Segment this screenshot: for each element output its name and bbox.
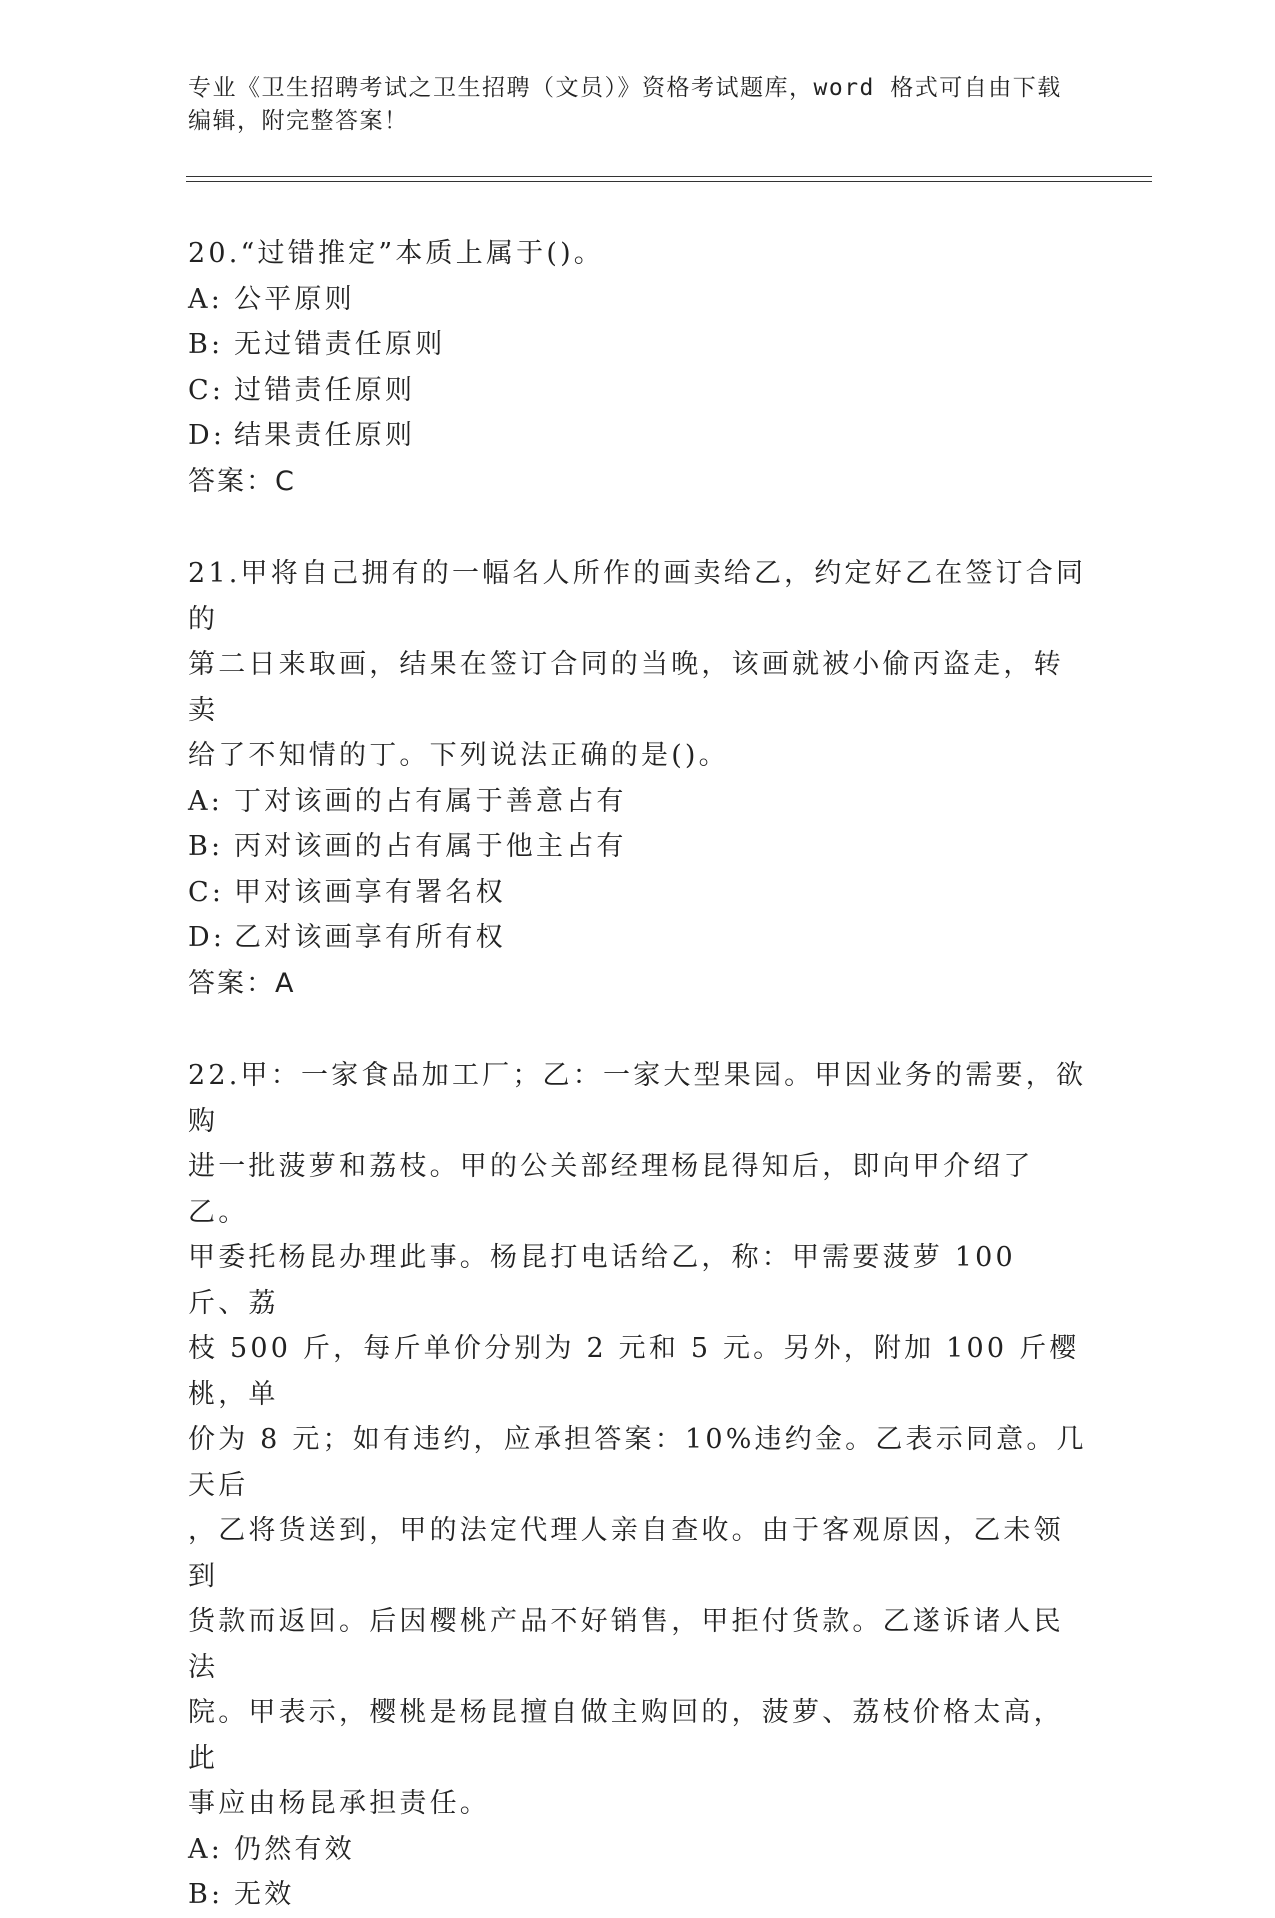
header-divider-top bbox=[186, 176, 1152, 177]
question-20 bbox=[188, 231, 1088, 504]
option-b bbox=[188, 322, 1088, 368]
option-letter: D: bbox=[188, 420, 226, 451]
option-c bbox=[188, 870, 1088, 916]
header-divider-bottom bbox=[186, 181, 1152, 182]
question-stem-line: 进一批菠萝和荔枝。甲的公关部经理杨昆得知后，即向甲介绍了乙。 bbox=[188, 1151, 1034, 1228]
question-22 bbox=[188, 1053, 1088, 1918]
option-text: 结果责任原则 bbox=[234, 420, 416, 451]
option-text: 公平原则 bbox=[234, 283, 355, 315]
option-d bbox=[188, 413, 1088, 459]
option-letter: A: bbox=[188, 785, 223, 817]
option-a bbox=[188, 779, 1088, 825]
question-spacer bbox=[188, 504, 1088, 551]
question-stem-line: 院。甲表示，樱桃是杨昆擅自做主购回的，菠萝、荔枝价格太高，此 bbox=[188, 1697, 1064, 1774]
question-stem-line: 甲委托杨昆办理此事。杨昆打电话给乙，称：甲需要菠萝 100 斤、荔 bbox=[188, 1242, 1016, 1319]
answer-line: 答案：C bbox=[188, 465, 296, 497]
question-stem-line: 第二日来取画，结果在签订合同的当晚，该画就被小偷丙盗走，转卖 bbox=[188, 649, 1064, 726]
question-stem-line: 价为 8 元；如有违约，应承担答案：10%违约金。乙表示同意。几天后 bbox=[188, 1424, 1087, 1501]
question-stem-line: ，乙将货送到，甲的法定代理人亲自查收。由于客观原因，乙未领到 bbox=[188, 1515, 1064, 1592]
option-letter: B: bbox=[188, 1879, 224, 1910]
option-text: 过错责任原则 bbox=[234, 374, 416, 406]
answer-line: 答案：A bbox=[188, 967, 296, 999]
option-b bbox=[188, 824, 1088, 870]
option-a bbox=[188, 1827, 1088, 1873]
option-d bbox=[188, 915, 1088, 961]
question-stem: 20.“过错推定”本质上属于()。 bbox=[188, 238, 605, 269]
option-text: 甲对该画享有署名权 bbox=[234, 876, 506, 908]
document-header bbox=[188, 72, 1068, 138]
question-stem-line: 给了不知情的丁。下列说法正确的是()。 bbox=[188, 740, 729, 771]
header-line-2: 编辑，附完整答案！ bbox=[188, 108, 409, 134]
question-21 bbox=[188, 551, 1088, 1006]
option-letter: A: bbox=[188, 283, 223, 315]
option-letter: A: bbox=[188, 1833, 223, 1865]
option-text: 无过错责任原则 bbox=[234, 329, 446, 360]
option-letter: B: bbox=[188, 329, 224, 360]
question-spacer bbox=[188, 1006, 1088, 1053]
question-stem-line: 事应由杨昆承担责任。 bbox=[188, 1788, 490, 1819]
option-text: 无效 bbox=[234, 1879, 295, 1910]
option-c bbox=[188, 368, 1088, 414]
question-stem-line: 22.甲：一家食品加工厂；乙：一家大型果园。甲因业务的需要，欲购 bbox=[188, 1060, 1087, 1137]
option-text: 丙对该画的占有属于他主占有 bbox=[234, 831, 627, 862]
option-letter: B: bbox=[188, 831, 224, 862]
question-stem-line: 21.甲将自己拥有的一幅名人所作的画卖给乙，约定好乙在签订合同的 bbox=[188, 558, 1087, 635]
question-stem-line: 货款而返回。后因樱桃产品不好销售，甲拒付货款。乙遂诉诸人民法 bbox=[188, 1606, 1064, 1683]
header-line-1: 专业《卫生招聘考试之卫生招聘（文员）》资格考试题库，word 格式可自由下载 bbox=[188, 75, 1062, 101]
option-text: 仍然有效 bbox=[234, 1833, 355, 1865]
option-text: 乙对该画享有所有权 bbox=[234, 922, 506, 953]
option-letter: C: bbox=[188, 374, 225, 406]
question-stem-line: 枝 500 斤，每斤单价分别为 2 元和 5 元。另外，附加 100 斤樱桃，单 bbox=[188, 1333, 1080, 1410]
option-letter: C: bbox=[188, 876, 225, 908]
option-b bbox=[188, 1872, 1088, 1918]
question-list bbox=[188, 231, 1088, 1918]
option-letter: D: bbox=[188, 922, 226, 953]
option-text: 丁对该画的占有属于善意占有 bbox=[234, 785, 627, 817]
option-a bbox=[188, 277, 1088, 323]
